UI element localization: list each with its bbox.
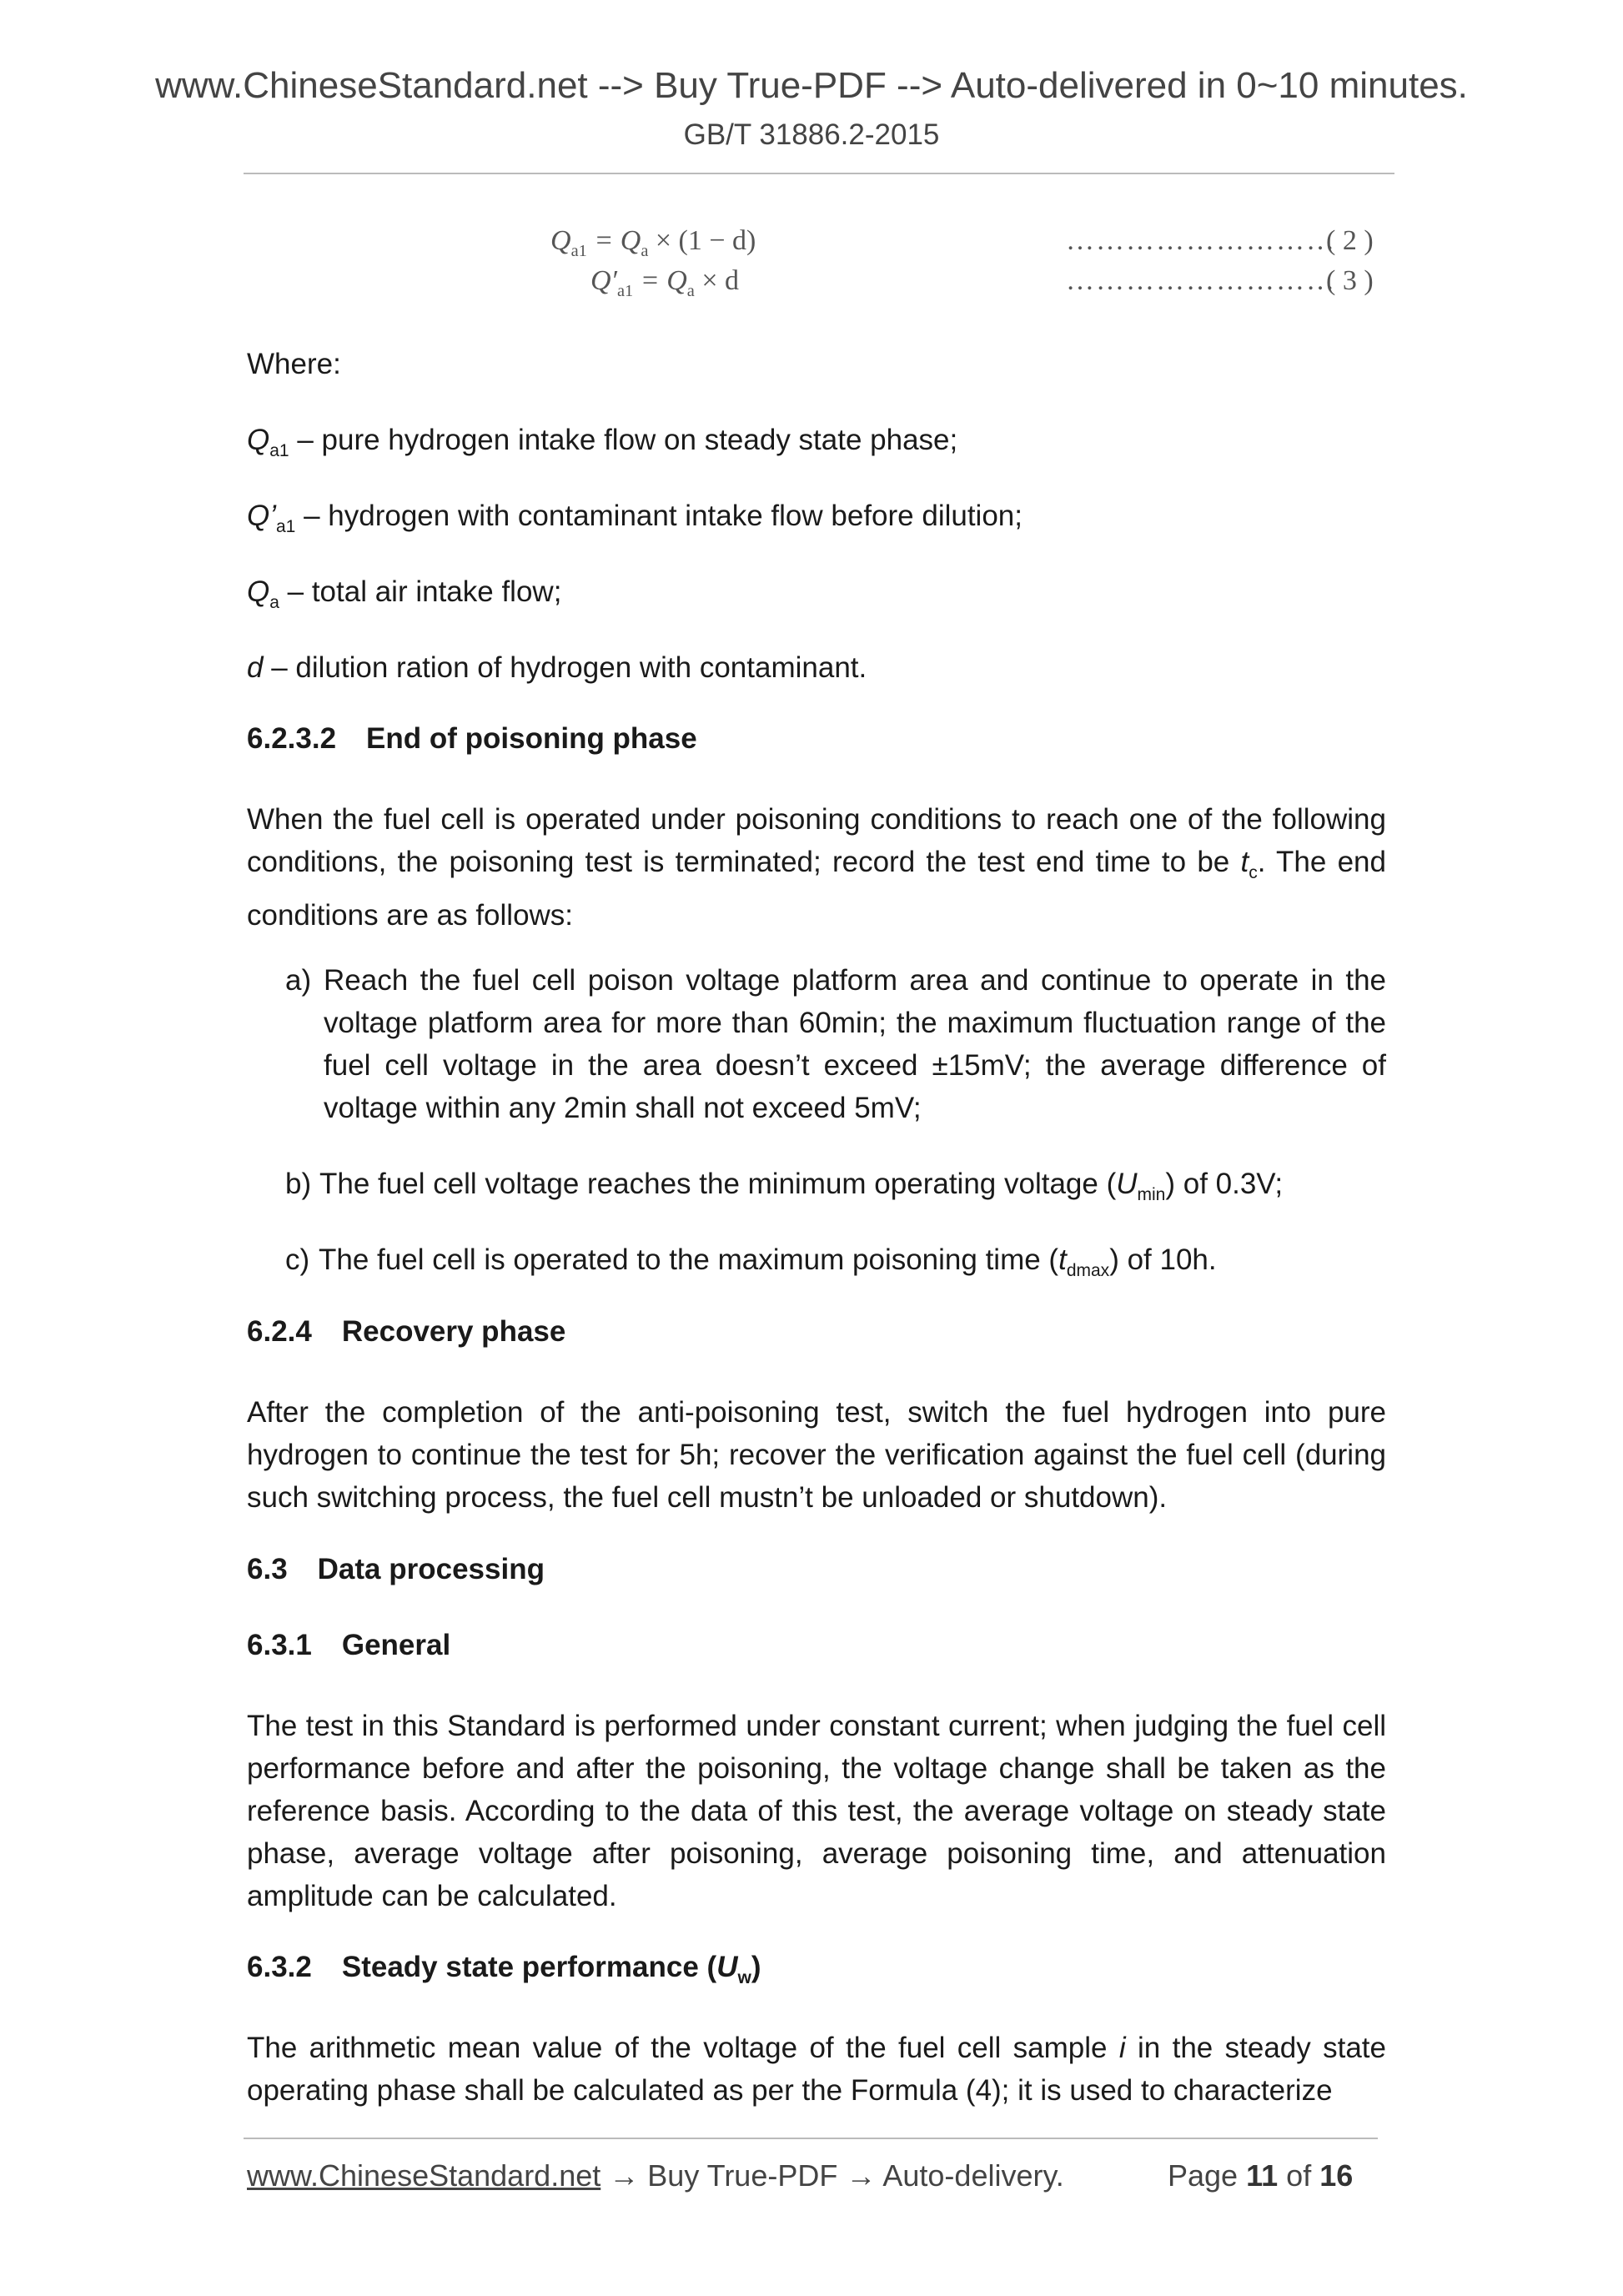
arrow-right-icon: →: [846, 2158, 877, 2193]
paragraph-steady-state: The arithmetic mean value of the voltage of the fuel cell sample i in the steady state operating phase shall be calculated as per the Formula (4); it is used to characterize: [247, 2032, 1386, 2107]
definition-qa1: $Q_{a1}$ – pure hydrogen intake flow on steady state phase;: [247, 424, 958, 460]
formula-2: $Q_{a1} = Q_a \times (1 - d)$ ……………………… ( 2 ): [550, 225, 1374, 260]
formula-number: ( 2 ): [1326, 225, 1374, 256]
page-indicator: Page 11 of 16: [1168, 2158, 1354, 2193]
formula-leader-dots: ………………………: [1066, 225, 1336, 256]
footer-buy-text: Buy True-PDF: [647, 2158, 838, 2193]
definition-d: d – dilution ration of hydrogen with contaminant.: [247, 651, 867, 684]
section-heading-6-2-3-2: 6.2.3.2 End of poisoning phase: [247, 722, 697, 755]
page-total: 16: [1319, 2158, 1354, 2193]
formula-number: ( 3 ): [1326, 265, 1374, 296]
footer-auto-text: Auto-delivery.: [882, 2158, 1064, 2193]
formula-3: $Q'_{a1} = Q_a \times d$ ……………………… ( 3 ): [590, 265, 1374, 300]
section-heading-6-3-1: 6.3.1 General: [247, 1629, 451, 1661]
section-heading-6-2-4: 6.2.4 Recovery phase: [247, 1315, 566, 1348]
list-item-a: a) Reach the fuel cell poison voltage platform area and continue to operate in the voltage platform area for more than 60min; the maximum fluctuation range of the fuel cell voltage in the area doesn’t exceed ±15mV; the average difference of voltage within any 2min shall not exceed 5mV;: [285, 964, 1386, 1124]
arrow-right-icon: →: [609, 2158, 640, 2193]
section-heading-6-3: 6.3 Data processing: [247, 1553, 545, 1585]
paragraph-general: The test in this Standard is performed under constant current; when judging the fuel cell performance before and after the poisoning, the voltage change shall be taken as the reference basis. According to the data of this test, the average voltage on steady state phase, average voltage after poisoning, average poisoning time, and attenuation amplitude can be calculated.: [247, 1710, 1386, 1912]
header-banner: www.ChineseStandard.net --> Buy True-PDF --> Auto-delivered in 0~10 minutes.: [155, 65, 1468, 106]
paragraph-end-of-poisoning: When the fuel cell is operated under poisoning conditions to reach one of the following conditions, the poisoning test is terminated; record the test end time to be $t_c$. The end conditions are as follows:: [247, 803, 1386, 932]
list-item-b: b) The fuel cell voltage reaches the minimum operating voltage $(U_{min})$ of 0.3V;: [285, 1168, 1284, 1204]
section-heading-6-3-2: 6.3.2 Steady state performance $(U_w)$: [247, 1951, 761, 1987]
definition-qa: $Q_a$ – total air intake flow;: [247, 575, 562, 612]
definition-q-prime-a1: $Q’_{a1}$ – hydrogen with contaminant intake flow before dilution;: [247, 500, 1023, 536]
header-rule: [244, 173, 1394, 174]
paragraph-recovery-phase: After the completion of the anti-poisoning test, switch the fuel hydrogen into pure hydrogen to continue the test for 5h; recover the verification against the fuel cell (during such switching process, the fuel cell mustn’t be unloaded or shutdown).: [247, 1396, 1386, 1514]
footer-links: [247, 2158, 1064, 2193]
footer-site-link[interactable]: www.ChineseStandard.net: [247, 2158, 601, 2193]
list-item-c: c) The fuel cell is operated to the maximum poisoning time $(t_{dmax})$ of 10h.: [285, 1243, 1217, 1280]
standard-number: GB/T 31886.2-2015: [683, 118, 940, 151]
footer-rule: [244, 2138, 1378, 2139]
where-label: Where:: [247, 348, 341, 380]
formula-leader-dots: ………………………: [1066, 265, 1336, 296]
page-number: 11: [1246, 2158, 1279, 2193]
